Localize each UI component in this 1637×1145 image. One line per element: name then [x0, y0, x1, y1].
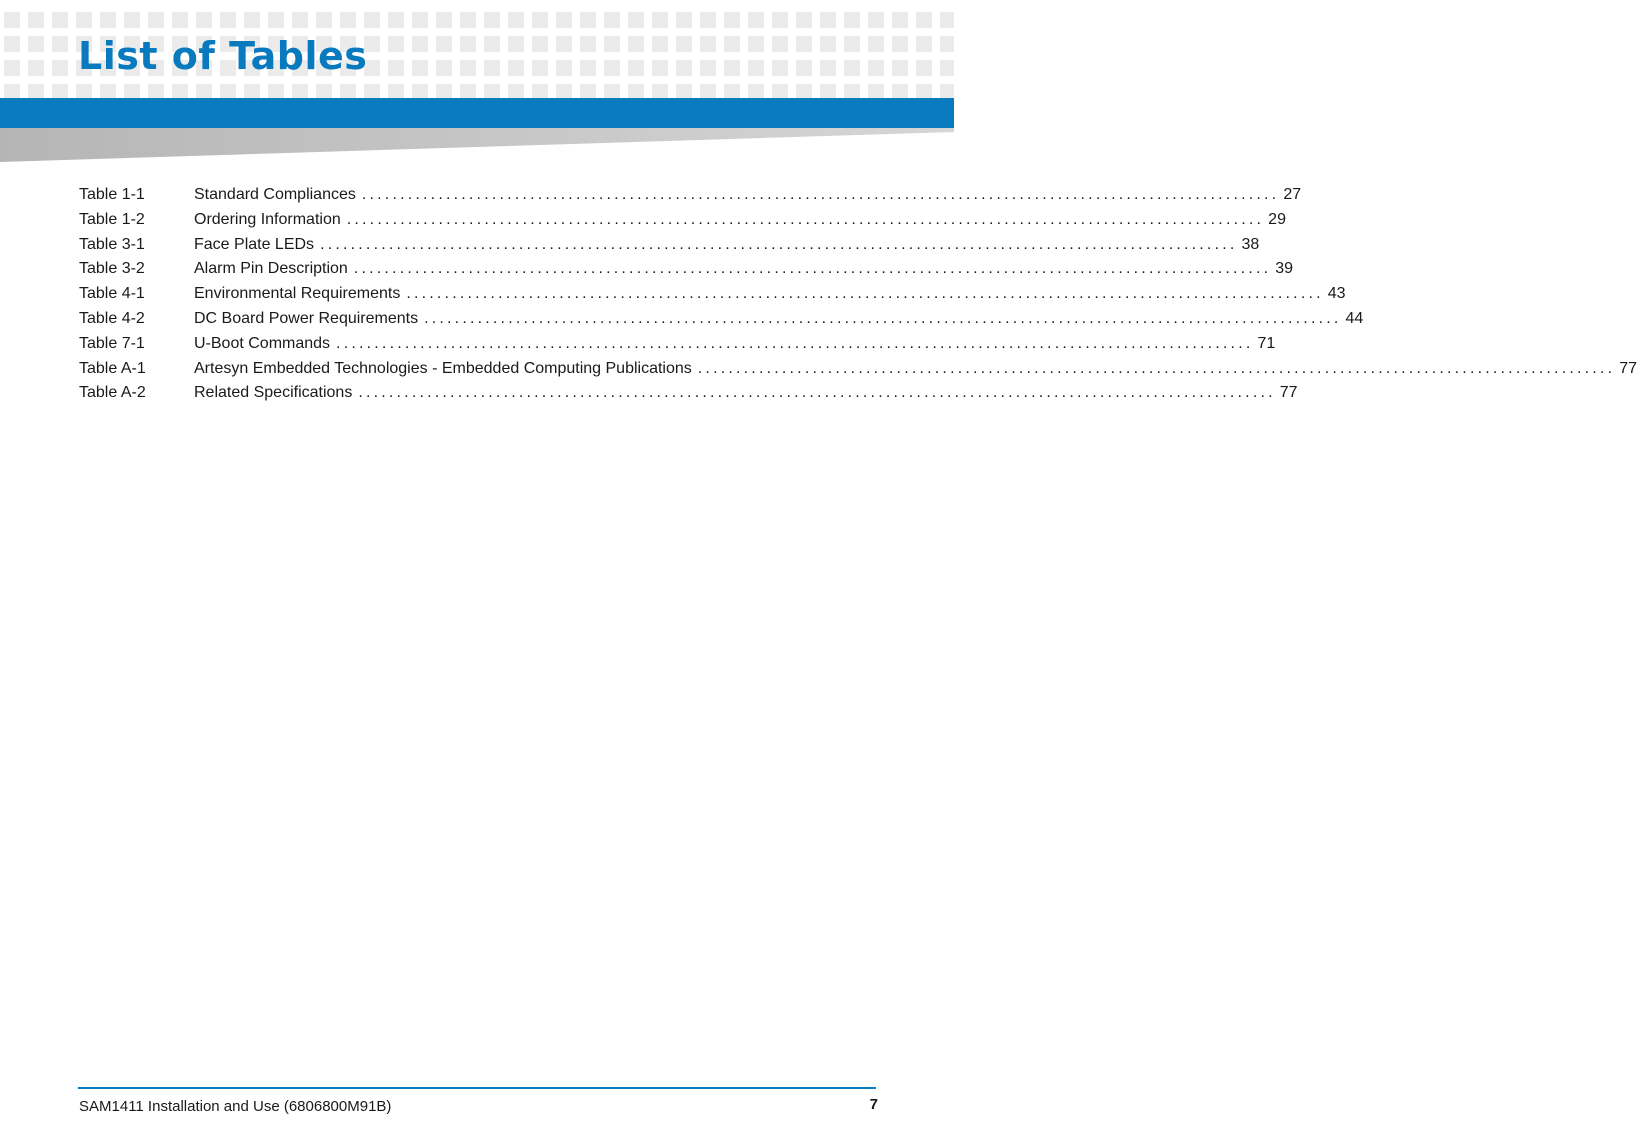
footer-page-number: 7 — [869, 1096, 878, 1113]
toc-entry[interactable] — [79, 257, 1294, 282]
toc-entry-page: 29 — [1268, 210, 1286, 228]
page-title: List of Tables — [78, 34, 368, 78]
toc-entry-page: 43 — [1327, 285, 1346, 303]
toc-entry[interactable] — [79, 282, 1346, 307]
toc-entry-title: Environmental Requirements — [194, 285, 401, 303]
toc-entry-number: Table 4-1 — [79, 285, 145, 303]
toc-entry[interactable] — [79, 332, 1276, 357]
footer-document-title: SAM1411 Installation and Use (6806800M91B) — [79, 1098, 392, 1115]
toc-entry-page: 38 — [1241, 235, 1260, 253]
dot-leader: ........................................................................................................................ — [358, 384, 1276, 402]
toc-entry-page: 71 — [1257, 334, 1276, 352]
footer-divider — [78, 1087, 876, 1089]
toc-entry-number: Table A-1 — [79, 359, 146, 377]
toc-entry-title: Alarm Pin Description — [194, 260, 348, 278]
dot-leader: ........................................................................................................................ — [424, 309, 1342, 327]
dot-leader: ........................................................................................................................ — [697, 359, 1616, 377]
dot-leader: ........................................................................................................................ — [320, 235, 1238, 253]
dot-leader: ........................................................................................................................ — [361, 186, 1280, 203]
toc-entry[interactable] — [79, 208, 1286, 233]
toc-entry[interactable] — [79, 307, 1364, 332]
header-blue-band — [0, 98, 954, 128]
toc-entry-title: Standard Compliances — [194, 186, 356, 203]
toc-entry[interactable] — [79, 183, 1302, 208]
toc-entry-number: Table 7-1 — [79, 334, 145, 352]
toc-entry-page: 77 — [1619, 359, 1637, 377]
toc-entry-number: Table 1-1 — [79, 186, 145, 203]
toc-entry-number: Table 1-2 — [79, 210, 145, 228]
toc-entry-number: Table 3-2 — [79, 260, 145, 278]
header-grey-wedge — [0, 128, 954, 164]
toc-entry-page: 27 — [1283, 186, 1302, 203]
toc-entry-title: Ordering Information — [194, 210, 341, 228]
toc-entry-number: Table 3-1 — [79, 235, 145, 253]
toc-entry[interactable] — [79, 381, 1298, 406]
dot-leader: ........................................................................................................................ — [353, 260, 1272, 278]
toc-entry-number: Table 4-2 — [79, 309, 145, 327]
toc-entry-page: 39 — [1275, 260, 1294, 278]
dot-leader: ........................................................................................................................ — [346, 210, 1265, 228]
toc-entry-page: 44 — [1345, 309, 1364, 327]
toc-entry-title: Related Specifications — [194, 384, 353, 402]
toc-entry-title: Face Plate LEDs — [194, 235, 315, 253]
toc-entry-title: Artesyn Embedded Technologies - Embedded Computing Publications — [194, 359, 692, 377]
toc-entry-number: Table A-2 — [79, 384, 146, 402]
list-of-tables — [79, 183, 1637, 406]
toc-entry-page: 77 — [1279, 384, 1298, 402]
toc-entry[interactable] — [79, 357, 1637, 382]
dot-leader: ........................................................................................................................ — [336, 334, 1254, 352]
toc-entry[interactable] — [79, 233, 1260, 258]
dot-leader: ........................................................................................................................ — [406, 285, 1324, 303]
toc-entry-title: U-Boot Commands — [194, 334, 331, 352]
toc-entry-title: DC Board Power Requirements — [194, 309, 419, 327]
